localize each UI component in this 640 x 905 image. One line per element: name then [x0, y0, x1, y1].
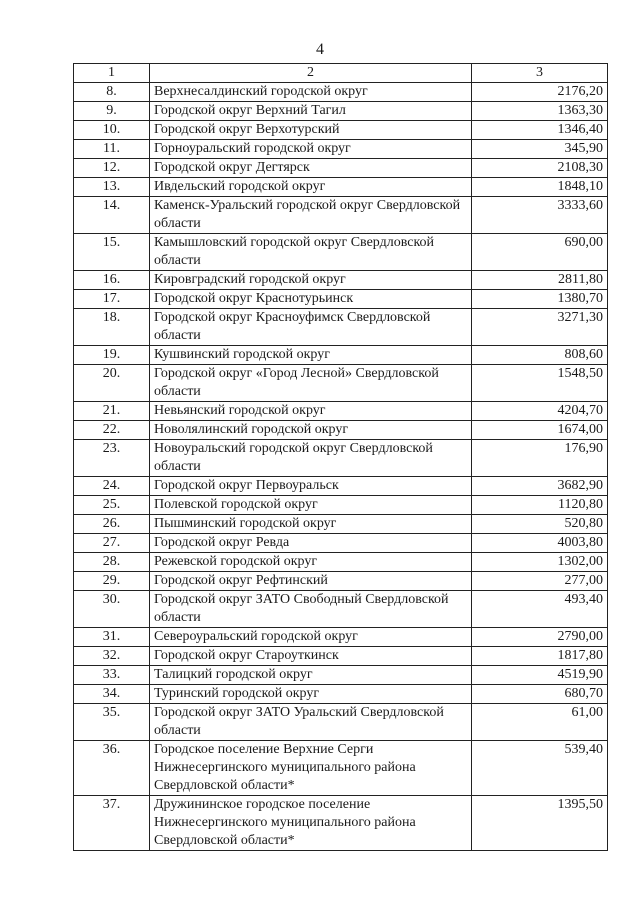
row-value: 1848,10 [472, 178, 608, 197]
table-row [74, 572, 608, 591]
row-value: 520,80 [472, 515, 608, 534]
municipality-name: Городской округ ЗАТО Свободный Свердловской области [150, 591, 472, 628]
table-row [74, 234, 608, 271]
row-value: 2176,20 [472, 83, 608, 102]
table-row [74, 121, 608, 140]
table-row [74, 402, 608, 421]
row-value: 690,00 [472, 234, 608, 271]
row-number: 34. [74, 685, 150, 704]
page-number: 4 [316, 41, 324, 58]
municipality-name: Пышминский городской округ [150, 515, 472, 534]
row-value: 1380,70 [472, 290, 608, 309]
row-value: 176,90 [472, 440, 608, 477]
municipality-name: Новоуральский городской округ Свердловской области [150, 440, 472, 477]
row-number: 36. [74, 741, 150, 796]
municipality-name: Верхнесалдинский городской округ [150, 83, 472, 102]
column-header: 2 [150, 64, 472, 83]
row-number: 11. [74, 140, 150, 159]
row-number: 20. [74, 365, 150, 402]
row-number: 32. [74, 647, 150, 666]
table-row [74, 496, 608, 515]
row-number: 23. [74, 440, 150, 477]
row-value: 1302,00 [472, 553, 608, 572]
row-number: 29. [74, 572, 150, 591]
table-header-row [74, 64, 608, 83]
row-value: 2790,00 [472, 628, 608, 647]
table-row [74, 628, 608, 647]
municipality-name: Городской округ Верхотурский [150, 121, 472, 140]
table-row [74, 421, 608, 440]
municipality-name: Кировградский городской округ [150, 271, 472, 290]
column-header: 1 [74, 64, 150, 83]
municipality-name: Новолялинский городской округ [150, 421, 472, 440]
table-body [74, 83, 608, 851]
column-header: 3 [472, 64, 608, 83]
row-number: 30. [74, 591, 150, 628]
table-row [74, 197, 608, 234]
row-number: 22. [74, 421, 150, 440]
table-row [74, 309, 608, 346]
municipality-name: Городское поселение Верхние Серги Нижнесергинского муниципального района Свердловской области* [150, 741, 472, 796]
table-row [74, 515, 608, 534]
municipality-name: Городской округ Верхний Тагил [150, 102, 472, 121]
row-value: 3271,30 [472, 309, 608, 346]
table-row [74, 685, 608, 704]
row-number: 12. [74, 159, 150, 178]
municipality-name: Городской округ Ревда [150, 534, 472, 553]
table-row [74, 102, 608, 121]
table-row [74, 704, 608, 741]
table-row [74, 591, 608, 628]
municipality-name: Полевской городской округ [150, 496, 472, 515]
table-row [74, 553, 608, 572]
row-number: 37. [74, 796, 150, 851]
table-row [74, 140, 608, 159]
municipality-name: Городской округ Дегтярск [150, 159, 472, 178]
table-row [74, 477, 608, 496]
municipality-name: Ивдельский городской округ [150, 178, 472, 197]
municipality-name: Городской округ Рефтинский [150, 572, 472, 591]
row-value: 4204,70 [472, 402, 608, 421]
row-value: 539,40 [472, 741, 608, 796]
row-number: 13. [74, 178, 150, 197]
municipality-name: Кушвинский городской округ [150, 346, 472, 365]
table-row [74, 796, 608, 851]
municipality-name: Городской округ ЗАТО Уральский Свердловской области [150, 704, 472, 741]
row-value: 1346,40 [472, 121, 608, 140]
row-number: 14. [74, 197, 150, 234]
table-row [74, 741, 608, 796]
row-number: 9. [74, 102, 150, 121]
row-value: 4519,90 [472, 666, 608, 685]
row-number: 33. [74, 666, 150, 685]
municipality-name: Горноуральский городской округ [150, 140, 472, 159]
municipality-name: Городской округ Первоуральск [150, 477, 472, 496]
row-number: 25. [74, 496, 150, 515]
table-row [74, 159, 608, 178]
row-number: 24. [74, 477, 150, 496]
row-number: 18. [74, 309, 150, 346]
row-number: 10. [74, 121, 150, 140]
row-value: 1363,30 [472, 102, 608, 121]
municipality-name: Городской округ Староуткинск [150, 647, 472, 666]
table-row [74, 534, 608, 553]
municipality-name: Туринский городской округ [150, 685, 472, 704]
row-value: 345,90 [472, 140, 608, 159]
row-number: 15. [74, 234, 150, 271]
row-number: 16. [74, 271, 150, 290]
row-number: 27. [74, 534, 150, 553]
municipality-name: Дружининское городское поселение Нижнесергинского муниципального района Свердловской области* [150, 796, 472, 851]
table-row [74, 365, 608, 402]
row-value: 1548,50 [472, 365, 608, 402]
municipality-name: Городской округ Красноуфимск Свердловской области [150, 309, 472, 346]
municipality-name: Невьянский городской округ [150, 402, 472, 421]
municipality-name: Городской округ «Город Лесной» Свердловской области [150, 365, 472, 402]
row-value: 3333,60 [472, 197, 608, 234]
row-value: 1674,00 [472, 421, 608, 440]
row-number: 21. [74, 402, 150, 421]
row-number: 17. [74, 290, 150, 309]
row-value: 1395,50 [472, 796, 608, 851]
row-number: 26. [74, 515, 150, 534]
row-value: 1120,80 [472, 496, 608, 515]
row-number: 35. [74, 704, 150, 741]
row-value: 3682,90 [472, 477, 608, 496]
row-number: 31. [74, 628, 150, 647]
municipality-name: Талицкий городской округ [150, 666, 472, 685]
row-value: 2811,80 [472, 271, 608, 290]
row-value: 4003,80 [472, 534, 608, 553]
table-row [74, 271, 608, 290]
table-row [74, 440, 608, 477]
row-value: 2108,30 [472, 159, 608, 178]
municipality-name: Североуральский городской округ [150, 628, 472, 647]
row-value: 808,60 [472, 346, 608, 365]
municipality-name: Камышловский городской округ Свердловской области [150, 234, 472, 271]
allocation-table [73, 63, 608, 851]
table-row [74, 83, 608, 102]
municipality-name: Городской округ Краснотурьинск [150, 290, 472, 309]
row-value: 277,00 [472, 572, 608, 591]
table-row [74, 346, 608, 365]
table-row [74, 290, 608, 309]
row-number: 8. [74, 83, 150, 102]
municipality-name: Режевской городской округ [150, 553, 472, 572]
table-row [74, 666, 608, 685]
row-value: 680,70 [472, 685, 608, 704]
table-row [74, 647, 608, 666]
municipality-name: Каменск-Уральский городской округ Свердловской области [150, 197, 472, 234]
row-value: 1817,80 [472, 647, 608, 666]
row-number: 19. [74, 346, 150, 365]
row-value: 61,00 [472, 704, 608, 741]
table-row [74, 178, 608, 197]
row-number: 28. [74, 553, 150, 572]
row-value: 493,40 [472, 591, 608, 628]
